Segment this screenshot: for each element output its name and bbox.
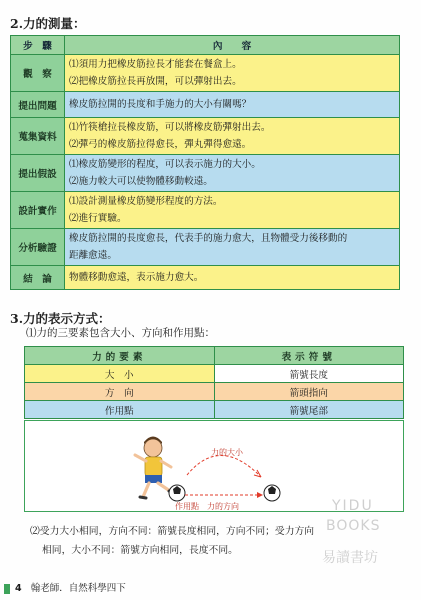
symbol-cell: 箭號長度	[214, 365, 404, 383]
heading-measure: 2.力的測量：	[10, 16, 86, 31]
label-size: 力的大小	[211, 448, 243, 457]
watermark-chinese: 易讀書坊	[322, 550, 378, 566]
paragraph-line-1: ⑵受力大小相同，方向不同：箭號長度相同，方向不同；受力方向	[30, 526, 315, 537]
heading-representation: 3.力的表示方式：	[10, 311, 111, 326]
label-direction: 力的方向	[207, 502, 239, 511]
content-line: ⑵進行實驗。	[69, 213, 127, 224]
ball-end	[264, 485, 280, 501]
paragraph-line-2: 相同，大小不同：箭號方向相同，長度不同。	[42, 545, 238, 556]
watermark-latin-1: YIDU	[332, 498, 374, 514]
header-elements: 力的要素	[25, 347, 215, 365]
element-cell: 作用點	[25, 401, 215, 419]
row-label: 結 論	[11, 266, 65, 290]
row-label: 提出假設	[11, 155, 65, 192]
row-label: 蒐集資料	[11, 118, 65, 155]
content-line: 物體移動愈遠，表示施力愈大。	[69, 272, 204, 283]
force-elements-table	[24, 346, 404, 419]
row-content	[65, 118, 400, 155]
content-line: ⑴設計測量橡皮筋變形程度的方法。	[69, 196, 223, 207]
element-cell: 大 小	[25, 365, 215, 383]
content-line: ⑵彈弓的橡皮筋拉得愈長，彈丸彈得愈遠。	[69, 139, 252, 150]
ball-start	[169, 485, 185, 501]
content-line: 橡皮筋拉開的長度和手施力的大小有關嗎？	[69, 99, 252, 110]
content-line: ⑴竹筷槍拉長橡皮筋，可以將橡皮筋彈射出去。	[69, 122, 271, 133]
content-line: ⑴橡皮筋變形的程度，可以表示施力的大小。	[69, 159, 261, 170]
symbol-cell: 箭頭指向	[214, 383, 404, 401]
content-line: ⑵把橡皮筋拉長再放開，可以彈射出去。	[69, 76, 242, 87]
row-content	[65, 192, 400, 229]
row-content	[65, 92, 400, 118]
direction-arrowhead	[257, 492, 263, 498]
row-label: 提出問題	[11, 92, 65, 118]
sub-heading: ⑴力的三要素包含大小、方向和作用點：	[26, 327, 215, 339]
row-label: 設計實作	[11, 192, 65, 229]
row-content	[65, 55, 400, 92]
header-step: 步 驟	[11, 36, 65, 55]
row-content	[65, 266, 400, 290]
boy-illustration	[135, 437, 174, 499]
row-label: 觀 察	[11, 55, 65, 92]
watermark-latin-2: BOOKS	[326, 518, 381, 534]
content-line: ⑴須用力把橡皮筋拉長才能套在餐盒上。	[69, 59, 242, 70]
row-content	[65, 155, 400, 192]
content-line: ⑵施力較大可以使物體移動較遠。	[69, 176, 213, 187]
row-content	[65, 229, 400, 266]
measure-steps-table	[10, 35, 400, 290]
size-arc-arrow	[187, 455, 261, 477]
content-line: 距離愈遠。	[69, 250, 117, 261]
element-cell: 方 向	[25, 383, 215, 401]
page-footer	[4, 580, 126, 594]
header-content: 內 容	[65, 36, 400, 55]
label-point: 作用點	[175, 502, 199, 511]
header-symbol: 表示符號	[214, 347, 404, 365]
footer-title: 翰老師．自然科學四下	[30, 583, 126, 594]
row-label: 分析驗證	[11, 229, 65, 266]
content-line: 橡皮筋拉開的長度愈長，代表手的施力愈大，且物體受力後移動的	[69, 233, 348, 244]
symbol-cell: 箭號尾部	[214, 401, 404, 419]
page-number: 4	[15, 583, 22, 594]
footer-marker	[4, 584, 10, 594]
